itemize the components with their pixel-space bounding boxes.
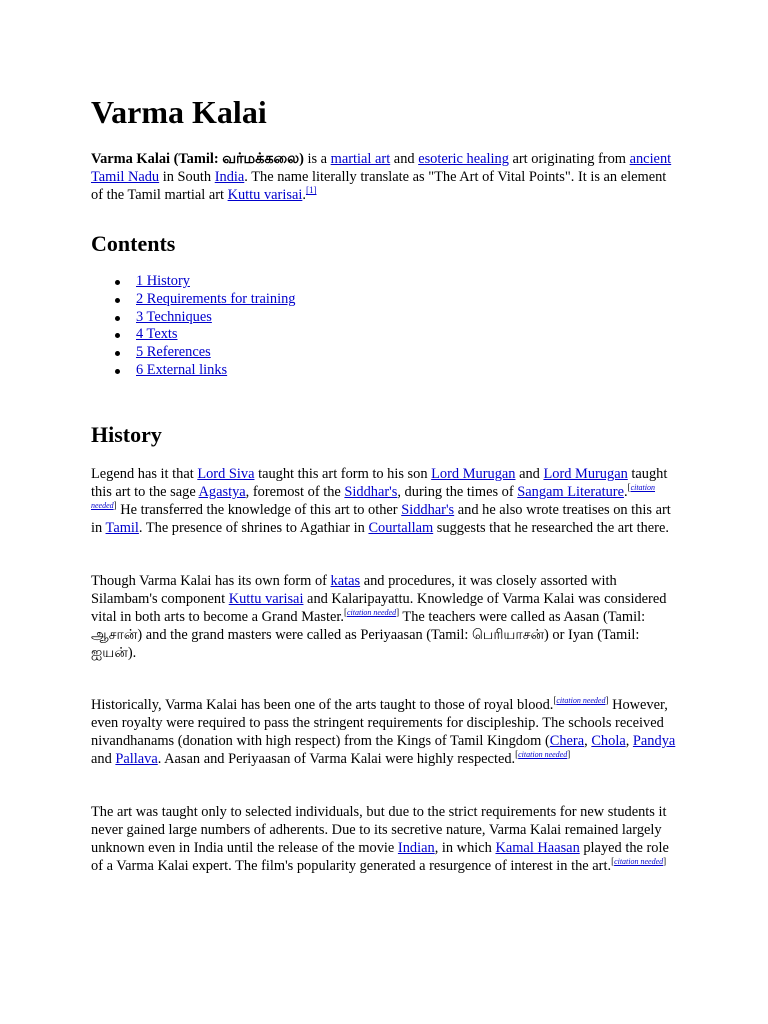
toc-item (91, 326, 676, 344)
text: taught this art form to his son (254, 466, 432, 482)
citation-needed-link[interactable]: citation needed (346, 608, 397, 617)
link-ancient-tamil-nadu[interactable]: ancient Tamil Nadu (91, 151, 672, 185)
toc-link-techniques[interactable]: 3 Techniques (136, 308, 212, 325)
intro-bold-term: Varma Kalai (Tamil: வர்மக்கலை) (91, 151, 304, 167)
text: . (302, 187, 306, 203)
text: . Aasan and Periyaasan of Varma Kalai were highly respected. (157, 751, 516, 767)
link-lord-murugan-2[interactable]: Lord Murugan (543, 466, 628, 482)
text: played the role of a Varma Kalai expert. The film's popularity generated a resurgence of interest in the art. (91, 840, 669, 874)
text: taught this art to the sage (91, 466, 668, 500)
text: , (584, 733, 592, 749)
text: , during the times of (397, 484, 518, 500)
text: art originating from (508, 151, 630, 167)
citation-needed-link[interactable]: citation needed (556, 696, 606, 705)
history-heading: History (91, 422, 162, 447)
toc-link-references[interactable]: 5 References (136, 344, 211, 361)
text: However, even royalty were required to pass the stringent requirements for discipleship. The schools received nivandhanams (donation with high respect) from the Kings of Tamil Kingdom ( (91, 697, 668, 749)
toc-link-history[interactable]: 1 History (136, 273, 190, 289)
text: The art was taught only to selected individuals, but due to the strict requirements for new students it never gained large numbers of adherents. Due to its secretive nature, Varma Kalai remained largely unknown even in India until the release of the movie (91, 804, 667, 856)
text: and (515, 466, 544, 482)
tamil-text: ஆசான் (91, 627, 138, 643)
history-paragraph-2: Though Varma Kalai has its own form of katas and procedures, it was closely assorted with Silambam's component Kuttu varisai and Kalaripayattu. Knowledge of Varma Kalai was considered vital in both arts to become a Grand Master.[citation needed] The teachers were called as Aasan (Tamil: ஆசான்) and the grand masters were called as Periyaasan (Tamil: பெரியாசன்) or Iyan (Tamil: ஐயன்). (91, 573, 667, 661)
text: and he also wrote treatises on this art in (91, 502, 671, 536)
tamil-text: பெரியாசன் (472, 627, 545, 643)
text: suggests that he researched the art there. (433, 520, 669, 536)
link-agastya[interactable]: Agastya (198, 484, 246, 500)
text: is a (303, 151, 331, 167)
text: , foremost of the (245, 484, 345, 500)
citation-needed-link[interactable]: citation needed (518, 750, 568, 759)
text: . The name literally translate as "The Art of Vital Points". It is an element of the Tamil martial art (91, 169, 667, 203)
tamil-text: ஐயன் (91, 645, 128, 661)
link-kuttu-varisai[interactable]: Kuttu varisai (227, 187, 303, 203)
link-lord-siva[interactable]: Lord Siva (197, 466, 255, 482)
link-pandya[interactable]: Pandya (632, 733, 676, 749)
text: Legend has it that (91, 466, 198, 482)
text: Historically, Varma Kalai has been one of the arts taught to those of royal blood. (91, 697, 554, 713)
toc-item (91, 291, 676, 309)
page-title: Varma Kalai (91, 94, 267, 130)
link-kuttu-varisai-2[interactable]: Kuttu varisai (228, 591, 304, 607)
link-india[interactable]: India (214, 169, 245, 185)
history-paragraph-4: The art was taught only to selected individuals, but due to the strict requirements for new students it never gained large numbers of adherents. Due to its secretive nature, Varma Kalai remained largely unknown even in India until the release of the movie Indian, in which Kamal Haasan played the role of a Varma Kalai expert. The film's popularity generated a resurgence of interest in the art.[citation needed] (91, 804, 669, 874)
intro-paragraph (91, 150, 676, 204)
toc-item (91, 362, 676, 380)
table-of-contents (91, 273, 676, 380)
link-martial-art[interactable]: martial art (330, 151, 391, 167)
text: . (623, 484, 628, 500)
link-tamil[interactable]: Tamil (105, 520, 139, 536)
link-esoteric-healing[interactable]: esoteric healing (418, 151, 509, 167)
citation-needed-link[interactable]: citation needed (91, 483, 656, 510)
text: in South (159, 169, 215, 185)
link-pallava[interactable]: Pallava (115, 751, 158, 767)
reference-1[interactable]: [1] (305, 185, 317, 195)
text: and (91, 751, 116, 767)
toc-link-external-links[interactable]: 6 External links (136, 361, 228, 378)
toc-item (91, 273, 676, 291)
text: ) or Iyan (Tamil: (544, 627, 640, 643)
link-siddhars[interactable]: Siddhar's (344, 484, 398, 500)
text: , (625, 733, 633, 749)
link-courtallam[interactable]: Courtallam (368, 520, 434, 536)
text: and Kalaripayattu. Knowledge of Varma Kalai was considered vital in both arts to become a Grand Master. (91, 591, 667, 625)
history-section (91, 422, 676, 448)
toc-link-texts[interactable]: 4 Texts (136, 326, 178, 343)
history-paragraph-3: Historically, Varma Kalai has been one of the arts taught to those of royal blood.[citation needed] However, even royalty were required to pass the stringent requirements for discipleship. The schools received nivandhanams (donation with high respect) from the Kings of Tamil Kingdom (Chera, Chola, Pandya and Pallava. Aasan and Periyaasan of Varma Kalai were highly respected.[citation needed] (91, 695, 676, 767)
contents-heading: Contents (91, 231, 176, 256)
text: , in which (434, 840, 496, 856)
contents-section (91, 231, 676, 257)
history-paragraph-1: Legend has it that Lord Siva taught this art form to his son Lord Murugan and Lord Murugan taught this art to the sage Agastya, foremost of the Siddhar's, during the times of Sangam Literature.[citation needed] He transferred the knowledge of this art to other Siddhar's and he also wrote treatises on this art in Tamil. The presence of shrines to Agathiar in Courtallam suggests that he researched the art there. (91, 466, 671, 536)
link-sangam-literature[interactable]: Sangam Literature (517, 484, 624, 500)
text: The teachers were called as Aasan (Tamil: (399, 609, 646, 625)
link-katas[interactable]: katas (330, 573, 361, 589)
text: ). (127, 645, 137, 661)
text: He transferred the knowledge of this art to other (116, 502, 402, 518)
toc-item (91, 344, 676, 362)
toc-item (91, 309, 676, 327)
link-siddhars-2[interactable]: Siddhar's (401, 502, 455, 518)
link-chola[interactable]: Chola (591, 733, 626, 749)
link-chera[interactable]: Chera (549, 733, 585, 749)
link-indian-movie[interactable]: Indian (397, 840, 435, 856)
text: Though Varma Kalai has its own form of (91, 573, 331, 589)
citation-needed-link[interactable]: citation needed (614, 857, 664, 866)
link-kamal-haasan[interactable]: Kamal Haasan (495, 840, 580, 856)
text: and procedures, it was closely assorted with Silambam's component (91, 573, 617, 607)
text: ) and the grand masters were called as Periyaasan (Tamil: (137, 627, 472, 643)
link-lord-murugan[interactable]: Lord Murugan (431, 466, 516, 482)
toc-link-requirements[interactable]: 2 Requirements for training (136, 290, 296, 307)
text: and (390, 151, 419, 167)
text: . The presence of shrines to Agathiar in (138, 520, 369, 536)
